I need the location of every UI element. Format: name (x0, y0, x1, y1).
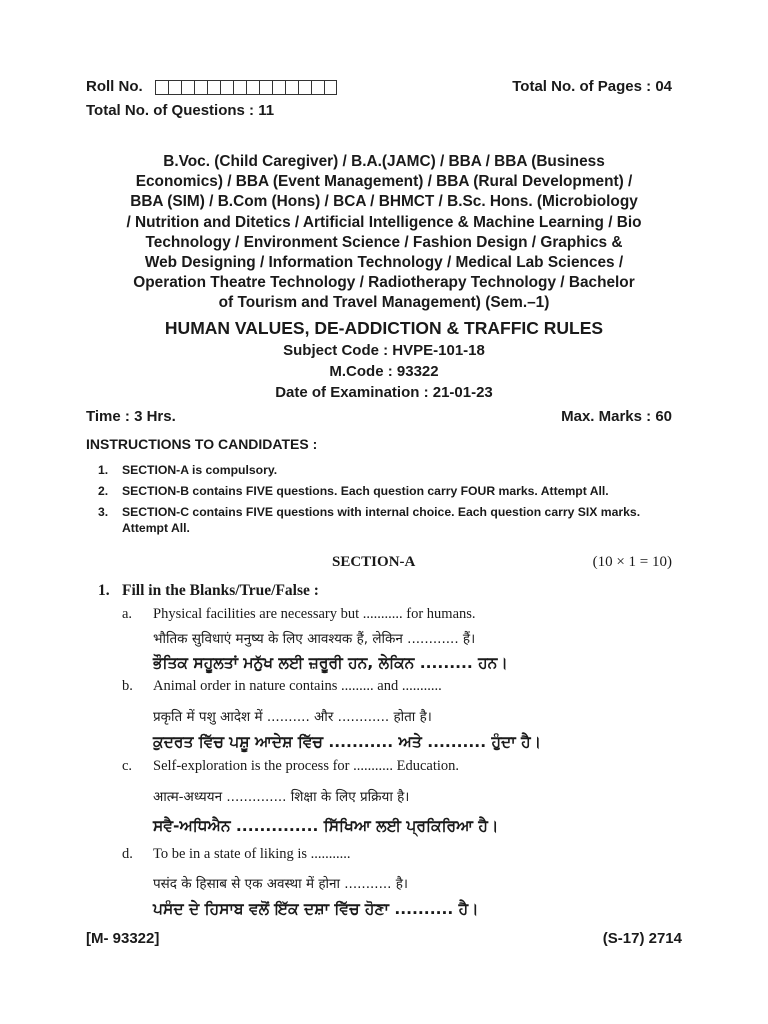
part-hindi-text: प्रकृति में पशु आदेश में .......... और ............ होता है। (153, 709, 432, 725)
part-english-text: To be in a state of liking is ........... (153, 846, 351, 862)
course-line: / Nutrition and Ditetics / Artificial Intelligence & Machine Learning / Bio (126, 213, 642, 231)
part-label: a. (122, 606, 133, 622)
instruction-text: SECTION-C contains FIVE questions with internal choice. Each question carry SIX marks. Attempt All. (122, 505, 641, 535)
part-hindi-text: आत्म-अध्ययन .............. शिक्षा के लिए प्रक्रिया है। (153, 789, 410, 805)
time-allowed: Time : 3 Hrs. (86, 408, 176, 425)
exam-date: Date of Examination : 21-01-23 (275, 384, 493, 401)
roll-number-box (168, 80, 181, 95)
footer-paper-code: [M- 93322] (86, 930, 160, 947)
roll-number-box (259, 80, 272, 95)
roll-number-box (207, 80, 220, 95)
part-punjabi-text: ਕੁਦਰਤ ਵਿੱਚ ਪਸ਼ੂ ਆਦੇਸ਼ ਵਿੱਚ ........... ਅਤੇ .......... ਹੁੰਦਾ ਹੈ। (153, 733, 542, 751)
question-1-number: 1. (98, 582, 110, 599)
part-hindi-text: पसंद के हिसाब से एक अवस्था में होना ........... है। (153, 876, 409, 892)
max-marks: Max. Marks : 60 (561, 408, 672, 425)
part-label: c. (122, 758, 133, 774)
roll-number-box (181, 80, 194, 95)
roll-number-boxes (155, 80, 337, 95)
part-punjabi-text: ਪਸੰਦ ਦੇ ਹਿਸਾਬ ਵਲੋਂ ਇੱਕ ਦਸ਼ਾ ਵਿੱਚ ਹੋਣਾ .......... ਹੈ। (153, 900, 479, 918)
instruction-text: SECTION-A is compulsory. (122, 463, 278, 477)
course-line: of Tourism and Travel Management) (Sem.–1) (218, 294, 550, 312)
roll-number-box (194, 80, 207, 95)
instruction-number: 2. (98, 484, 109, 498)
instruction-number: 1. (98, 463, 109, 477)
question-1-text: Fill in the Blanks/True/False : (122, 582, 319, 599)
roll-number-box (233, 80, 246, 95)
total-questions: Total No. of Questions : 11 (86, 102, 275, 119)
instruction-item (98, 504, 698, 536)
roll-number-box (311, 80, 324, 95)
part-punjabi-text: ਭੌਤਿਕ ਸਹੂਲਤਾਂ ਮਨੁੱਖ ਲਈ ਜ਼ਰੂਰੀ ਹਨ, ਲੇਕਿਨ ......... ਹਨ। (153, 654, 508, 672)
course-list (84, 152, 684, 314)
roll-number-box (155, 80, 168, 95)
roll-number-box (272, 80, 285, 95)
part-english-text: Physical facilities are necessary but ........... for humans. (153, 606, 476, 622)
subject-code: Subject Code : HVPE-101-18 (283, 342, 485, 359)
instructions-list (98, 462, 698, 541)
roll-number-label: Roll No. (86, 78, 143, 95)
paper-title: HUMAN VALUES, DE-ADDICTION & TRAFFIC RULES (164, 318, 604, 338)
course-line: Technology / Environment Science / Fashion Design / Graphics & (145, 233, 623, 251)
instructions-heading: INSTRUCTIONS TO CANDIDATES : (86, 436, 318, 452)
total-pages: Total No. of Pages : 04 (512, 78, 672, 95)
course-line: B.Voc. (Child Caregiver) / B.A.(JAMC) / BBA / BBA (Business (163, 153, 605, 170)
part-label: d. (122, 846, 133, 862)
roll-number-box (220, 80, 233, 95)
roll-number-box (285, 80, 298, 95)
m-code: M.Code : 93322 (329, 363, 439, 380)
part-punjabi-text: ਸਵੈ-ਅਧਿਐਨ .............. ਸਿੱਖਿਆ ਲਈ ਪ੍ਰਕਿਰਿਆ ਹੈ। (153, 817, 499, 835)
roll-number-box (324, 80, 337, 95)
roll-number-row (86, 78, 337, 95)
roll-number-box (246, 80, 259, 95)
part-english-text: Self-exploration is the process for ........... Education. (153, 758, 460, 774)
part-hindi-text: भौतिक सुविधाएं मनुष्य के लिए आवश्यक हैं, लेकिन ............ हैं। (153, 631, 476, 647)
instruction-text: SECTION-B contains FIVE questions. Each question carry FOUR marks. Attempt All. (122, 484, 609, 498)
footer-page-code: (S-17) 2714 (602, 930, 682, 947)
part-english-text: Animal order in nature contains ......... and ........... (153, 678, 442, 694)
section-a-heading: SECTION-A (332, 554, 416, 570)
instruction-item (98, 483, 698, 499)
course-line: BBA (SIM) / B.Com (Hons) / BCA / BHMCT / B.Sc. Hons. (Microbiology (130, 193, 638, 211)
instruction-number: 3. (98, 505, 109, 519)
roll-number-box (298, 80, 311, 95)
course-line: Web Designing / Information Technology / Medical Lab Sciences / (144, 254, 624, 272)
instruction-item (98, 462, 698, 478)
course-line: Operation Theatre Technology / Radiotherapy Technology / Bachelor (133, 274, 635, 292)
section-a-marks: (10 × 1 = 10) (592, 554, 672, 570)
course-line: Economics) / BBA (Event Management) / BBA (Rural Development) / (135, 173, 633, 191)
part-label: b. (122, 678, 133, 694)
